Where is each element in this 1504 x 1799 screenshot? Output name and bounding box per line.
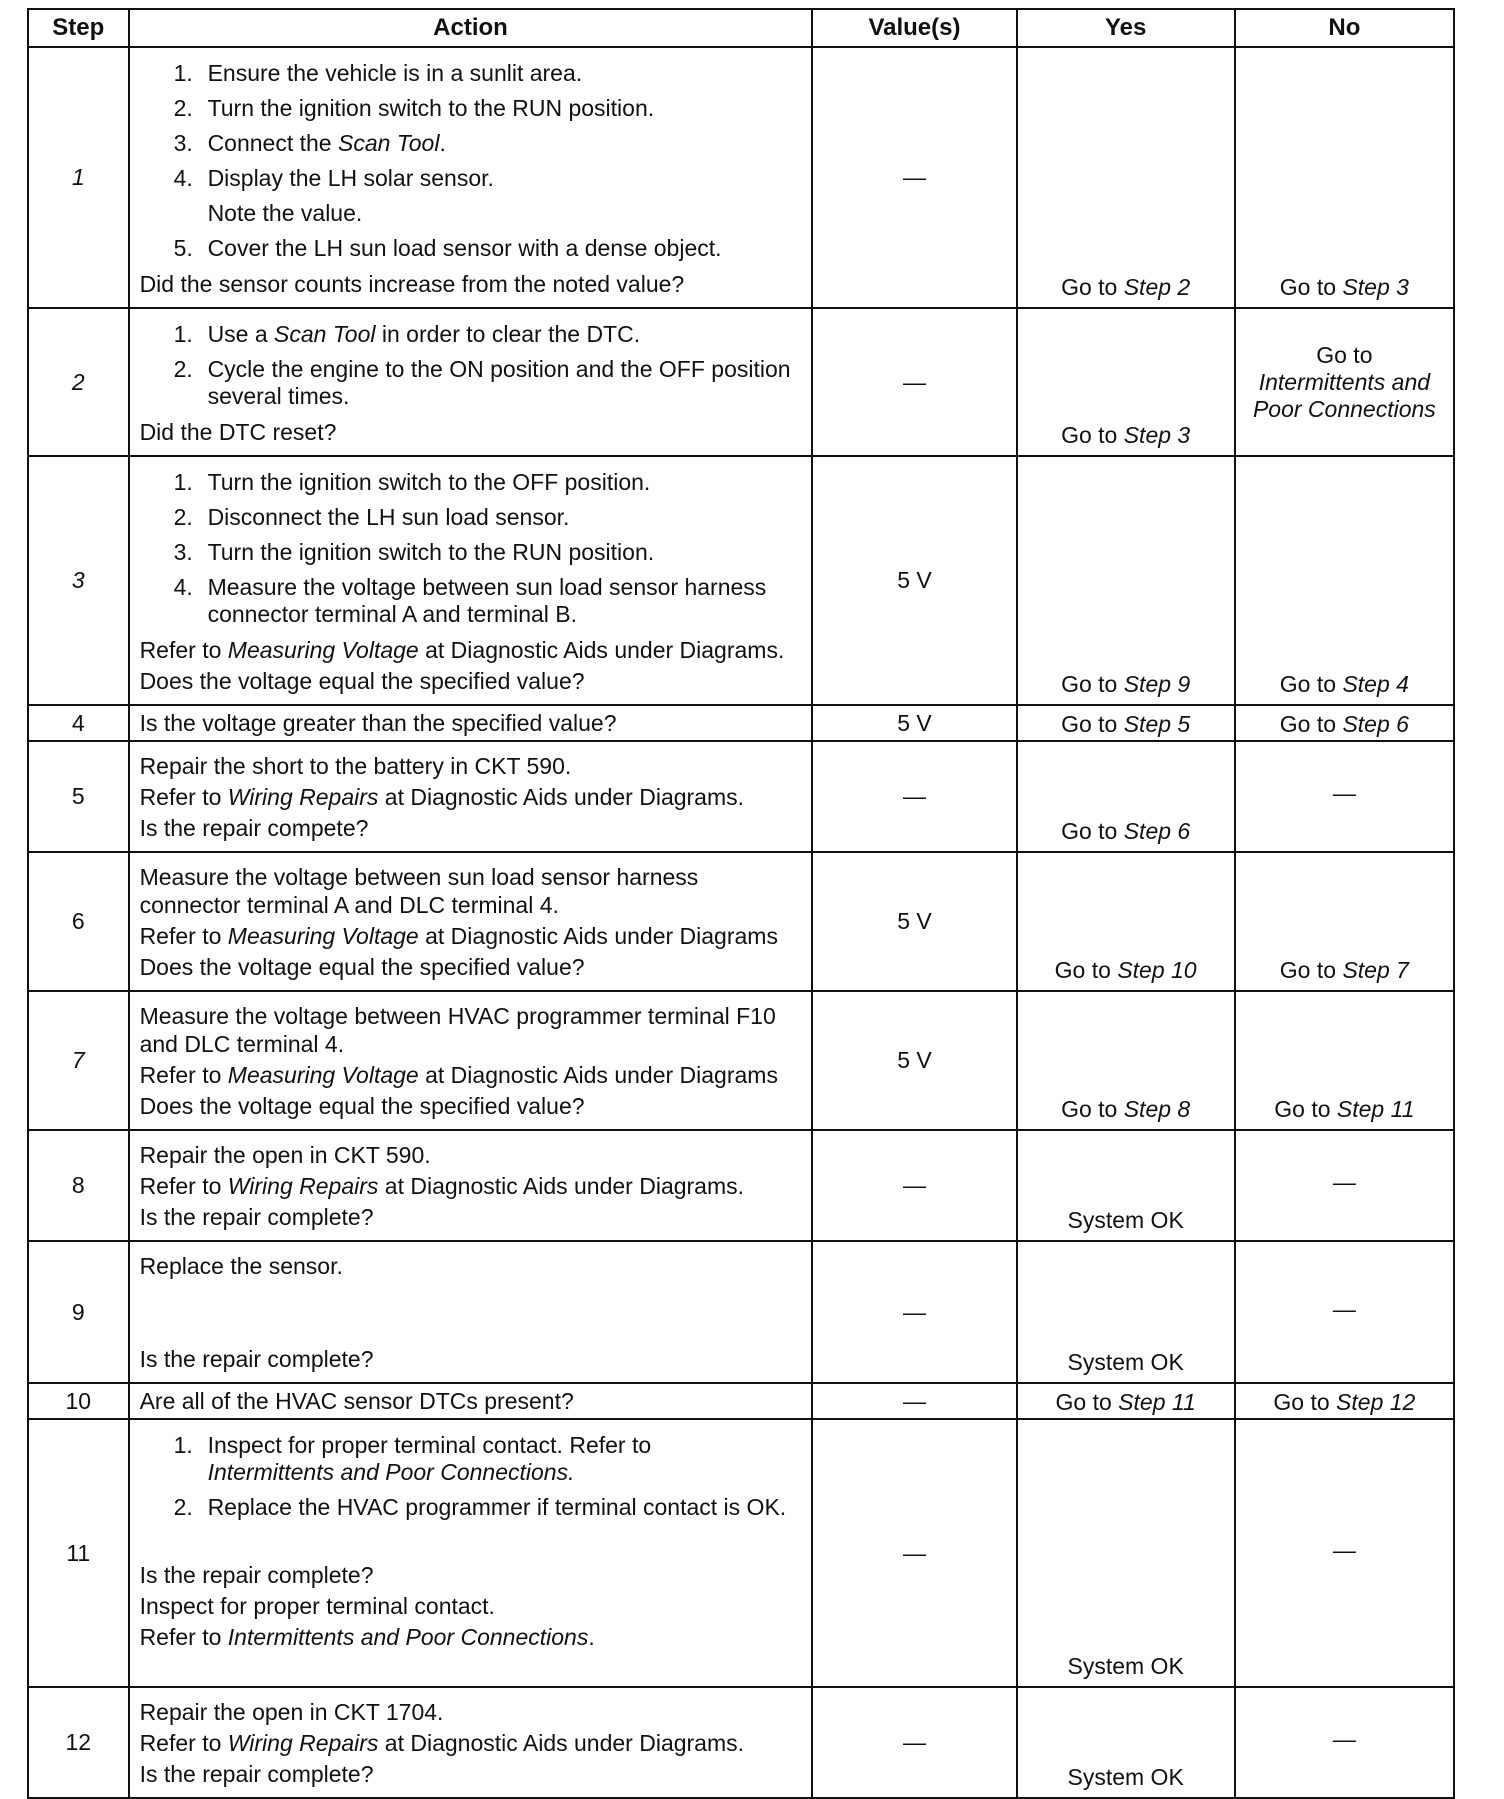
value-cell: — <box>812 1241 1016 1383</box>
ref-text-end: at Diagnostic Aids under Diagrams. <box>418 637 785 663</box>
table-row <box>28 1241 1454 1383</box>
no-cell: — <box>1235 741 1454 852</box>
table-row <box>28 1687 1454 1798</box>
action-item-end: in order to clear the DTC. <box>375 321 641 347</box>
action-cell <box>129 1383 813 1419</box>
goto-text: Go to <box>1061 711 1124 737</box>
goto-text: Go to <box>1273 1389 1337 1415</box>
ref-text: Refer to <box>139 923 228 949</box>
action-question: Does the voltage equal the specified value? <box>139 1093 585 1119</box>
step-number: 7 <box>28 991 129 1130</box>
step-number: 1 <box>28 47 129 308</box>
action-item: Cover the LH sun load sensor with a dense object. <box>207 235 722 261</box>
value-cell: — <box>812 1687 1016 1798</box>
table-row <box>28 1419 1454 1687</box>
intermittents-link[interactable]: Intermittents and Poor Connections <box>227 1624 589 1650</box>
step-link[interactable]: Step 4 <box>1342 671 1409 697</box>
action-line: Repair the open in CKT 1704. <box>139 1699 444 1725</box>
value-cell: 5 V <box>812 705 1016 741</box>
header-values: Value(s) <box>812 9 1016 47</box>
action-line: Repair the short to the battery in CKT 590. <box>139 753 572 779</box>
goto-text: Go to <box>1061 671 1124 697</box>
action-cell: 1. Use a Scan Tool in order to clear the DTC. 2. Cycle the engine to the ON position and the OFF position several times. Did the DTC reset? <box>129 308 813 456</box>
table-row <box>28 741 1454 852</box>
table-row <box>28 1383 1454 1419</box>
step-link[interactable]: Step 11 <box>1118 1389 1196 1415</box>
yes-cell <box>1017 308 1235 456</box>
intermittents-link[interactable]: Intermittents and Poor Connections. <box>207 1459 575 1485</box>
ref-text: Refer to <box>139 1062 228 1088</box>
action-cell <box>129 1241 813 1383</box>
action-cell <box>129 1687 813 1798</box>
ref-text: Refer to <box>139 637 228 663</box>
no-cell: — <box>1235 1687 1454 1798</box>
table-row <box>28 456 1454 705</box>
goto-text: Go to <box>1061 422 1124 448</box>
header-yes: Yes <box>1017 9 1235 47</box>
ref-text: Refer to <box>139 1730 228 1756</box>
step-number: 2 <box>28 308 129 456</box>
step-number: 9 <box>28 1241 129 1383</box>
step-number: 6 <box>28 852 129 991</box>
ref-text: Refer to <box>139 1173 228 1199</box>
action-line: Inspect for proper terminal contact. <box>139 1593 495 1619</box>
step-link[interactable]: Step 8 <box>1123 1096 1191 1122</box>
action-question: Is the repair complete? <box>139 1562 374 1588</box>
step-number: 8 <box>28 1130 129 1241</box>
action-line: Repair the open in CKT 590. <box>139 1142 431 1168</box>
no-cell <box>1235 456 1454 705</box>
action-item: Connect the <box>207 130 338 156</box>
scan-tool-ref: Scan Tool <box>274 321 376 347</box>
goto-text: Go to <box>1061 274 1124 300</box>
yes-cell <box>1017 852 1235 991</box>
action-item: Turn the ignition switch to the RUN position. <box>207 95 655 121</box>
step-link[interactable]: Step 7 <box>1342 957 1409 983</box>
measuring-voltage-link[interactable]: Measuring Voltage <box>227 1062 419 1088</box>
goto-text: Go to <box>1316 341 1373 368</box>
yes-cell <box>1017 705 1235 741</box>
value-cell: — <box>812 1419 1016 1687</box>
step-link[interactable]: Step 6 <box>1342 711 1409 737</box>
value-cell: 5 V <box>812 991 1016 1130</box>
yes-cell: System OK <box>1017 1241 1235 1383</box>
ref-text-end: at Diagnostic Aids under Diagrams <box>418 1062 778 1088</box>
no-cell <box>1235 991 1454 1130</box>
action-question: Did the DTC reset? <box>139 419 337 445</box>
goto-text: Go to <box>1279 711 1343 737</box>
yes-cell <box>1017 1383 1235 1419</box>
action-question: Is the voltage greater than the specified value? <box>139 710 617 736</box>
step-number: 10 <box>28 1383 129 1419</box>
intermittents-link[interactable]: Intermittents and Poor Connections <box>1252 368 1436 422</box>
step-number: 5 <box>28 741 129 852</box>
step-link[interactable]: Step 10 <box>1117 957 1197 983</box>
step-link[interactable]: Step 12 <box>1336 1389 1416 1415</box>
yes-cell <box>1017 47 1235 308</box>
no-cell: — <box>1235 1130 1454 1241</box>
step-link[interactable]: Step 3 <box>1123 422 1191 448</box>
step-link[interactable]: Step 5 <box>1123 711 1191 737</box>
goto-text: Go to <box>1061 1096 1124 1122</box>
action-item: Ensure the vehicle is in a sunlit area. <box>207 60 583 86</box>
header-row <box>28 9 1454 47</box>
action-item: Inspect for proper terminal contact. Refer to <box>207 1432 652 1458</box>
table-row <box>28 47 1454 308</box>
value-cell: — <box>812 47 1016 308</box>
step-number: 12 <box>28 1687 129 1798</box>
diagnostic-table <box>27 8 1455 1799</box>
action-line: Measure the voltage between sun load sensor harness connector terminal A and DLC terminal 4. <box>139 864 699 918</box>
yes-cell: System OK <box>1017 1419 1235 1687</box>
step-number: 4 <box>28 705 129 741</box>
yes-cell <box>1017 741 1235 852</box>
action-question: Is the repair complete? <box>139 1346 374 1372</box>
action-cell: 1. Inspect for proper terminal contact. Refer to Intermittents and Poor Connections. 2. Replace the HVAC programmer if terminal contact is OK. Is the repair complete? Inspect for proper terminal contact. Refer to Intermittents and Poor Connections. <box>129 1419 813 1687</box>
goto-text: Go to <box>1279 671 1343 697</box>
header-no: No <box>1235 9 1454 47</box>
action-cell <box>129 741 813 852</box>
action-cell: 1. Turn the ignition switch to the OFF position. 2. Disconnect the LH sun load sensor. 3. Turn the ignition switch to the RUN position. 4. Measure the voltage between sun load sensor harness connector terminal A and terminal B. Refer to Measuring Voltage at Diagnostic Aids under Diagrams. Does the voltage equal the specified value? <box>129 456 813 705</box>
measuring-voltage-link[interactable]: Measuring Voltage <box>227 637 419 663</box>
measuring-voltage-link[interactable]: Measuring Voltage <box>227 923 419 949</box>
value-cell: — <box>812 1130 1016 1241</box>
step-link[interactable]: Step 6 <box>1123 818 1191 844</box>
action-cell <box>129 1130 813 1241</box>
wiring-repairs-link[interactable]: Wiring Repairs <box>227 1173 379 1199</box>
table-row <box>28 705 1454 741</box>
action-item: Measure the voltage between sun load sensor harness connector terminal A and terminal B. <box>207 574 767 627</box>
action-cell: 1. Ensure the vehicle is in a sunlit area. 2. Turn the ignition switch to the RUN position. 3. Connect the Scan Tool. 4. Display the LH solar sensor. Note the value. 5. Cover the LH sun load sensor with a dense object. Did the sensor counts increase from the noted value? <box>129 47 813 308</box>
no-cell: — <box>1235 1241 1454 1383</box>
action-item: Turn the ignition switch to the RUN position. <box>207 539 655 565</box>
action-question: Is the repair complete? <box>139 1204 374 1230</box>
goto-text: Go to <box>1274 1096 1337 1122</box>
wiring-repairs-link[interactable]: Wiring Repairs <box>227 1730 379 1756</box>
action-item: Turn the ignition switch to the OFF position. <box>207 469 651 495</box>
wiring-repairs-link[interactable]: Wiring Repairs <box>227 784 379 810</box>
action-item: Display the LH solar sensor. <box>207 165 494 191</box>
action-item-end: . <box>439 130 446 156</box>
action-cell <box>129 852 813 991</box>
header-step: Step <box>28 9 129 47</box>
step-number: 3 <box>28 456 129 705</box>
goto-text: Go to <box>1055 1389 1119 1415</box>
action-item: Replace the HVAC programmer if terminal contact is OK. <box>207 1494 787 1520</box>
no-cell <box>1235 852 1454 991</box>
goto-text: Go to <box>1279 957 1343 983</box>
yes-cell: System OK <box>1017 1130 1235 1241</box>
table-row <box>28 991 1454 1130</box>
ref-text-end: at Diagnostic Aids under Diagrams. <box>378 1173 745 1199</box>
action-question: Is the repair complete? <box>139 1761 374 1787</box>
value-cell: — <box>812 1383 1016 1419</box>
action-item: Cycle the engine to the ON position and the OFF position several times. <box>207 356 791 409</box>
step-link[interactable]: Step 2 <box>1123 274 1191 300</box>
value-cell: 5 V <box>812 852 1016 991</box>
yes-cell <box>1017 991 1235 1130</box>
step-number: 11 <box>28 1419 129 1687</box>
action-question: Does the voltage equal the specified value? <box>139 954 585 980</box>
goto-text: Go to <box>1061 818 1124 844</box>
table-row <box>28 308 1454 456</box>
action-line: Measure the voltage between HVAC programmer terminal F10 and DLC terminal 4. <box>139 1003 776 1057</box>
no-cell <box>1235 1383 1454 1419</box>
value-cell: — <box>812 308 1016 456</box>
step-link[interactable]: Step 3 <box>1342 274 1409 300</box>
header-action: Action <box>129 9 813 47</box>
no-cell <box>1235 47 1454 308</box>
value-cell: 5 V <box>812 456 1016 705</box>
goto-text: Go to <box>1279 274 1343 300</box>
no-cell <box>1235 308 1454 456</box>
action-item: Disconnect the LH sun load sensor. <box>207 504 570 530</box>
action-line: Replace the sensor. <box>139 1253 343 1279</box>
action-question: Does the voltage equal the specified value? <box>139 668 585 694</box>
ref-text-end: at Diagnostic Aids under Diagrams <box>418 923 778 949</box>
scan-tool-ref: Scan Tool <box>337 130 440 156</box>
table-row <box>28 1130 1454 1241</box>
ref-text-end: at Diagnostic Aids under Diagrams. <box>378 784 745 810</box>
no-cell: — <box>1235 1419 1454 1687</box>
no-cell <box>1235 705 1454 741</box>
yes-cell: System OK <box>1017 1687 1235 1798</box>
ref-text: Refer to <box>139 1624 228 1650</box>
ref-text-end: . <box>588 1624 595 1650</box>
table-row <box>28 852 1454 991</box>
action-question: Are all of the HVAC sensor DTCs present? <box>139 1388 574 1414</box>
value-cell: — <box>812 741 1016 852</box>
action-note: Note the value. <box>207 200 363 226</box>
ref-text-end: at Diagnostic Aids under Diagrams. <box>378 1730 745 1756</box>
yes-cell <box>1017 456 1235 705</box>
action-item: Use a <box>207 321 275 347</box>
goto-text: Go to <box>1054 957 1118 983</box>
action-cell <box>129 705 813 741</box>
action-cell <box>129 991 813 1130</box>
step-link[interactable]: Step 11 <box>1336 1096 1415 1122</box>
action-question: Did the sensor counts increase from the noted value? <box>139 271 685 297</box>
action-question: Is the repair compete? <box>139 815 369 841</box>
step-link[interactable]: Step 9 <box>1123 671 1191 697</box>
ref-text: Refer to <box>139 784 228 810</box>
